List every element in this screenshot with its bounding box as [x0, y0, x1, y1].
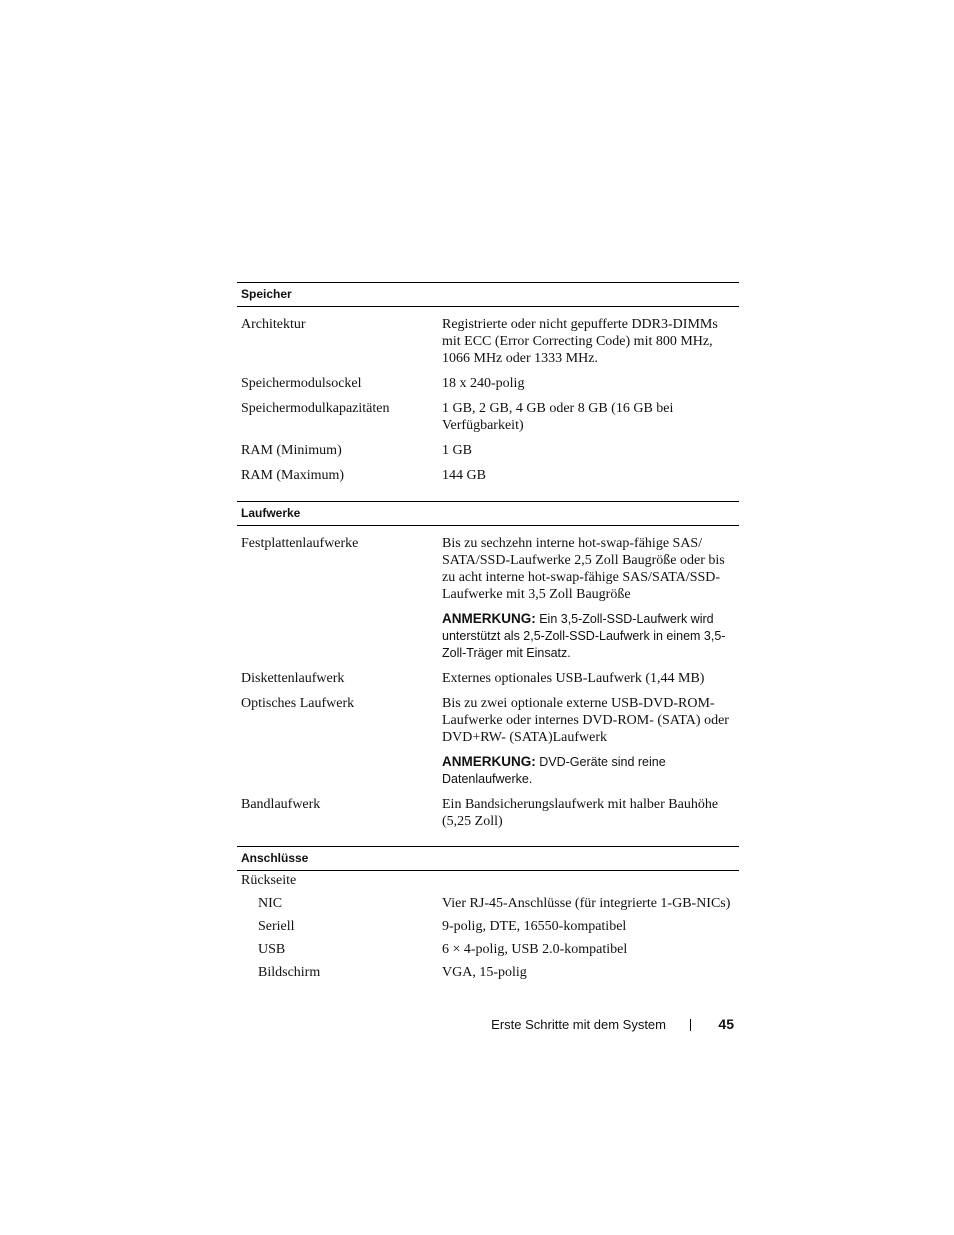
page-footer — [0, 1015, 954, 1035]
spec-row — [237, 895, 739, 912]
spec-value: Vier RJ-45-Anschlüsse (für integrierte 1-GB-NICs) — [442, 896, 731, 911]
spec-row — [237, 467, 739, 484]
spec-label: Bildschirm — [258, 965, 321, 980]
spec-row — [237, 670, 739, 687]
spec-row — [237, 918, 739, 935]
section-laufwerke — [237, 501, 739, 830]
spec-label: RAM (Minimum) — [241, 443, 342, 458]
note — [442, 610, 734, 662]
spec-label: Bandlaufwerk — [241, 797, 321, 812]
footer-title: Erste Schritte mit dem System — [491, 1017, 666, 1032]
spec-value: Externes optionales USB-Laufwerk (1,44 MB) — [442, 671, 705, 686]
spec-row — [237, 535, 739, 662]
spec-label: Festplattenlaufwerke — [241, 536, 359, 551]
section-speicher — [237, 282, 739, 484]
spec-value-cell — [442, 535, 734, 662]
section-heading: Speicher — [237, 282, 739, 307]
spec-value: Registrierte oder nicht gepufferte DDR3-DIMMs mit ECC (Error Correcting Code) mit 800 MHz, 1066 MHz oder 1333 MHz. — [442, 317, 718, 366]
section-heading: Laufwerke — [237, 501, 739, 526]
spec-value: Ein Bandsicherungslaufwerk mit halber Bauhöhe (5,25 Zoll) — [442, 797, 719, 829]
spec-row — [237, 796, 739, 830]
spec-label: Speichermodulkapazitäten — [241, 401, 390, 416]
spec-label: Seriell — [258, 919, 295, 934]
note-text: DVD-Geräte sind reine Datenlaufwerke. — [442, 755, 666, 786]
spec-row — [237, 941, 739, 958]
page-number: 45 — [718, 1016, 734, 1032]
spec-value: 1 GB, 2 GB, 4 GB oder 8 GB (16 GB bei Verfügbarkeit) — [442, 401, 674, 433]
spec-value: 1 GB — [442, 443, 472, 458]
spec-value-cell — [442, 695, 734, 788]
section-heading: Anschlüsse — [237, 846, 739, 871]
spec-label: USB — [258, 942, 286, 957]
spec-row — [237, 964, 739, 981]
spec-label: Optisches Laufwerk — [241, 696, 355, 711]
note — [442, 753, 734, 788]
spec-label: Diskettenlaufwerk — [241, 671, 345, 686]
spec-value: Bis zu zwei optionale externe USB-DVD-ROM-Laufwerke oder internes DVD-ROM- (SATA) oder DVD+RW- (SATA)Laufwerk — [442, 696, 729, 745]
spec-subheading: Rückseite — [241, 873, 297, 888]
spec-value: 6 × 4-polig, USB 2.0-kompatibel — [442, 942, 628, 957]
spec-table — [237, 282, 739, 987]
spec-value: VGA, 15-polig — [442, 965, 527, 980]
spec-value: 144 GB — [442, 468, 486, 483]
note-label: ANMERKUNG: — [442, 754, 536, 769]
spec-subheading-row — [237, 872, 739, 889]
spec-row — [237, 316, 739, 367]
footer-separator — [690, 1019, 691, 1031]
spec-value: 18 x 240-polig — [442, 376, 525, 391]
note-label: ANMERKUNG: — [442, 611, 536, 626]
spec-label: Architektur — [241, 317, 306, 332]
spec-value: Bis zu sechzehn interne hot-swap-fähige SAS/ SATA/SSD-Laufwerke 2,5 Zoll Baugröße oder bis zu acht interne hot-swap-fähige SAS/SATA/SSD-Laufwerke mit 3,5 Zoll Baugröße — [442, 536, 725, 602]
spec-label: Speichermodulsockel — [241, 376, 362, 391]
spec-label: RAM (Maximum) — [241, 468, 345, 483]
spec-label: NIC — [258, 896, 283, 911]
spec-row — [237, 400, 739, 434]
spec-row — [237, 375, 739, 392]
spec-row — [237, 442, 739, 459]
section-anschluesse — [237, 846, 739, 981]
spec-value: 9-polig, DTE, 16550-kompatibel — [442, 919, 627, 934]
spec-row — [237, 695, 739, 788]
note-text: Ein 3,5-Zoll-SSD-Laufwerk wird unterstützt als 2,5-Zoll-SSD-Laufwerk in einem 3,5-Zoll-Träger mit Einsatz. — [442, 612, 726, 660]
